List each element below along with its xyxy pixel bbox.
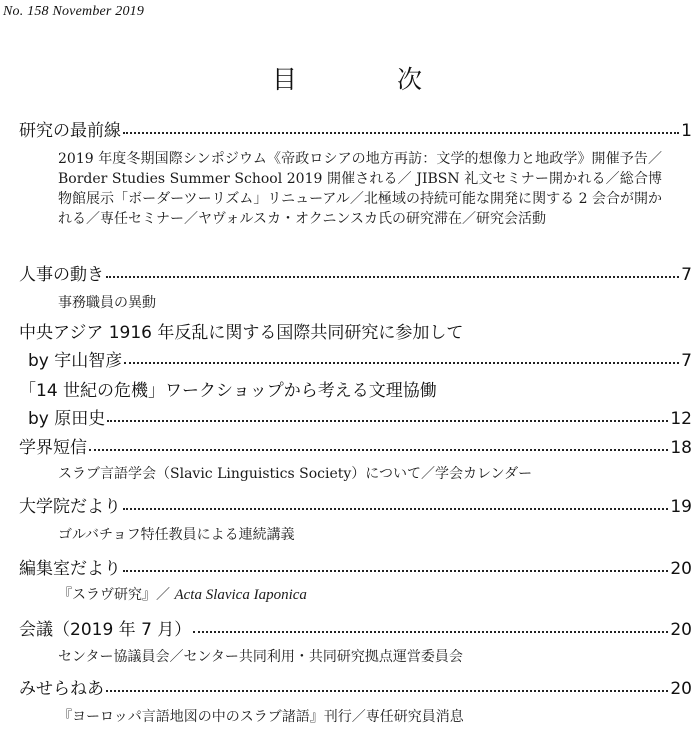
toc-entry-graduate-school[interactable] bbox=[19, 496, 692, 518]
page-title: 目 次 bbox=[272, 65, 468, 94]
dot-leader bbox=[123, 132, 679, 134]
journal-title: Acta Slavica Iaponica bbox=[174, 587, 307, 603]
toc-entry-editorial[interactable] bbox=[19, 558, 692, 580]
dot-leader bbox=[124, 362, 679, 364]
entry-page: 18 bbox=[670, 438, 692, 458]
entry-description bbox=[58, 585, 662, 605]
entry-description: スラブ言語学会（Slavic Linguistics Society）について／学会カレンダー bbox=[58, 466, 533, 482]
toc-entry-academic-news[interactable] bbox=[19, 437, 692, 459]
toc-entry-meetings[interactable] bbox=[19, 619, 692, 641]
dot-leader bbox=[123, 570, 668, 572]
entry-page: 19 bbox=[670, 497, 692, 517]
entry-title[interactable]: 中央アジア 1916 年反乱に関する国際共同研究に参加して bbox=[19, 323, 464, 343]
entry-page: 1 bbox=[681, 121, 692, 141]
entry-description: 2019 年度冬期国際シンポジウム《帝政ロシアの地方再訪：文学的想像力と地政学》開催予告／ Border Studies Summer School 2019 開催される／ JIBSN 礼文セミナー開かれる／総合博物館展示「ボーダーツーリズム」リニューアル／北極域の持続可能な開発に関する 2 会合が開かれる／専任セミナー／ヤヴォルスカ・オクニンスカ氏の研究滞在／研究会活動 bbox=[58, 151, 662, 227]
description-text: 『スラヴ研究』／ bbox=[58, 587, 175, 603]
entry-page: 7 bbox=[681, 351, 692, 371]
entry-title: 会議（2019 年 7 月） bbox=[19, 620, 192, 640]
entry-title: 編集室だより bbox=[19, 559, 121, 579]
dot-leader bbox=[123, 508, 668, 510]
toc-entry-personnel[interactable] bbox=[19, 264, 692, 286]
entry-description: ゴルバチョフ特任教員による連続講義 bbox=[58, 527, 295, 543]
dot-leader bbox=[107, 420, 668, 422]
entry-description: センター協議員会／センター共同利用・共同研究拠点運営委員会 bbox=[58, 649, 463, 665]
dot-leader bbox=[106, 690, 668, 692]
dot-leader bbox=[89, 449, 668, 451]
toc-entry-miscellanea[interactable] bbox=[19, 678, 692, 700]
entry-author: by 宇山智彦 bbox=[28, 351, 123, 371]
entry-title: 大学院だより bbox=[19, 497, 121, 517]
toc-entry-14th-century[interactable] bbox=[28, 408, 692, 430]
dot-leader bbox=[106, 276, 679, 278]
entry-description: 『ヨーロッパ言語地図の中のスラブ諸語』刊行／専任研究員消息 bbox=[58, 709, 464, 725]
entry-page: 20 bbox=[670, 679, 692, 699]
entry-title: 研究の最前線 bbox=[19, 121, 121, 141]
entry-page: 12 bbox=[670, 409, 692, 429]
entry-page: 20 bbox=[670, 559, 692, 579]
entry-description: 事務職員の異動 bbox=[58, 295, 156, 311]
entry-title: 人事の動き bbox=[19, 265, 104, 285]
toc-entry-central-asia[interactable] bbox=[28, 350, 692, 372]
toc-entry-frontier[interactable] bbox=[19, 120, 692, 142]
dot-leader bbox=[193, 631, 668, 633]
entry-title: 学界短信 bbox=[19, 438, 87, 458]
entry-author: by 原田史 bbox=[28, 409, 106, 429]
entry-page: 7 bbox=[681, 265, 692, 285]
entry-title: みせらねあ bbox=[19, 679, 104, 699]
entry-title[interactable]: 「14 世紀の危機」ワークショップから考える文理協働 bbox=[19, 381, 437, 401]
entry-page: 20 bbox=[670, 620, 692, 640]
issue-info: No. 158 November 2019 bbox=[3, 4, 145, 19]
